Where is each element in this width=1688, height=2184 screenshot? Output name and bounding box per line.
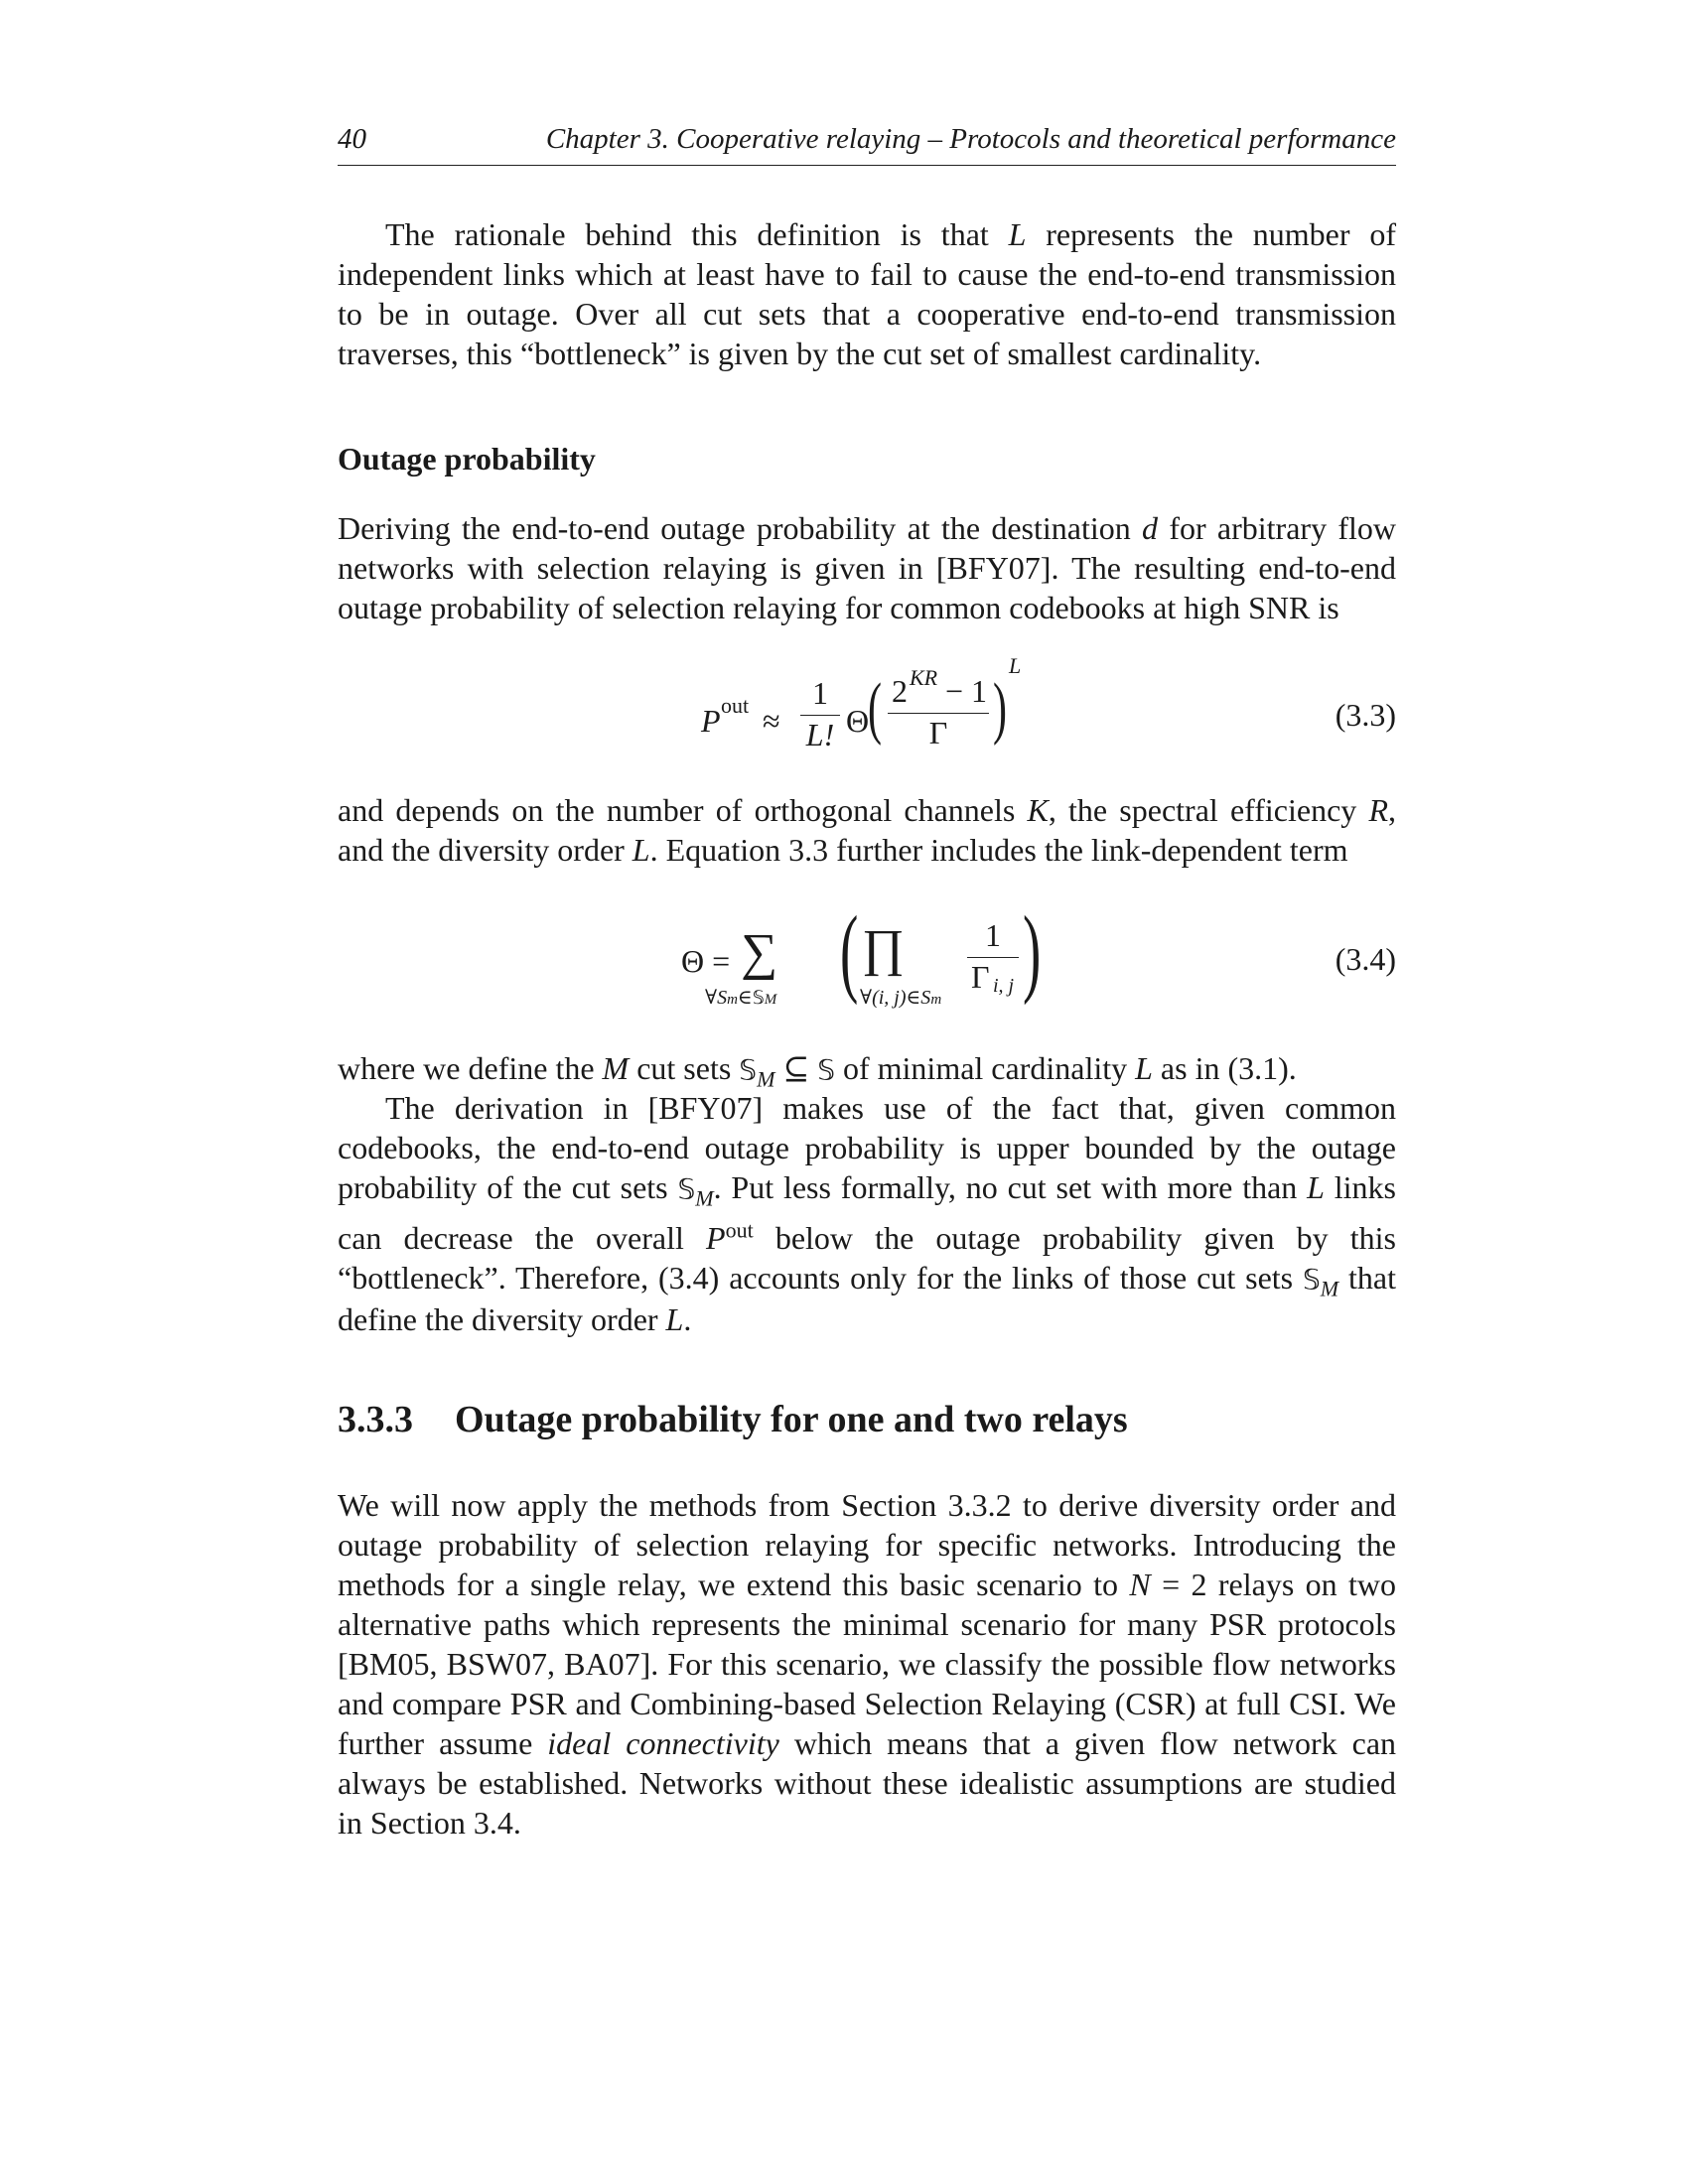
product-subscript: [860, 985, 941, 1010]
math-var: R: [1368, 792, 1389, 828]
text: . Put less formally, no cut set with more than: [713, 1169, 1308, 1205]
eq-sub-ij: i, j: [993, 975, 1015, 997]
left-paren: (: [868, 670, 882, 747]
math-op: ⊆: [774, 1050, 818, 1086]
emphasis: ideal connectivity: [547, 1725, 779, 1761]
running-header: [338, 123, 1396, 166]
running-title: Chapter 3. Cooperative relaying – Protocols and theoretical performance: [545, 123, 1396, 155]
paragraph-depends: [338, 790, 1396, 870]
eq-numerator: 1: [812, 675, 828, 711]
right-paren: ): [993, 670, 1007, 747]
page-number: 40: [338, 123, 366, 155]
fraction-bar: [800, 715, 840, 716]
eq-theta: Θ: [846, 703, 870, 739]
text: represents the number of independent links which at least have to fail to cause the end-to-end transmission to be in outage. Over all cut sets that a cooperative end-to-end transmission traverses, this “bottleneck” is given by the cut set of smallest cardinality.: [338, 216, 1397, 371]
text: , and the diversity order: [338, 792, 1397, 868]
right-paren: ): [1023, 895, 1042, 1006]
eq-exponent-L: L: [1009, 653, 1022, 678]
sub: ∈: [737, 987, 753, 1009]
text: which means that a given flow network can always be established. Networks without these idealistic assumptions are studied in Section 3.4.: [338, 1725, 1397, 1841]
math-var: L: [1307, 1169, 1325, 1205]
paragraph-apply: [338, 1485, 1396, 1843]
math-set: 𝕊: [817, 1053, 835, 1086]
eq-two: 2: [892, 673, 908, 709]
equation-3-3: [338, 655, 1396, 774]
text: cut sets: [629, 1050, 740, 1086]
math-var: d: [1142, 510, 1159, 546]
sub: 𝕊: [752, 987, 765, 1009]
fraction-bar: [967, 957, 1019, 958]
sum-subscript: [705, 985, 776, 1010]
text: The derivation in [BFY07] makes use of the fact that, given common codebooks, the end-to-end outage probability is upper bounded by the outage probability of the cut sets: [338, 1090, 1396, 1205]
math-set: 𝕊: [1303, 1263, 1321, 1297]
sub: m: [727, 992, 738, 1008]
section-title: Outage probability for one and two relays: [455, 1399, 1128, 1440]
eq-denominator: L!: [805, 717, 835, 752]
math-var: L: [1008, 216, 1027, 252]
sub: ∀(i, j)∈S: [860, 987, 931, 1009]
math-var: L: [665, 1301, 684, 1338]
math-var: N: [1129, 1567, 1151, 1602]
math-var: L: [1135, 1050, 1153, 1086]
math-set: 𝕊: [677, 1172, 696, 1205]
eq-gamma: Γ: [928, 715, 948, 751]
product-symbol: ∏: [862, 920, 905, 977]
eq-minus-one: − 1: [945, 673, 988, 709]
subsection-heading: Outage probability: [338, 441, 596, 477]
math-var: P: [706, 1220, 726, 1257]
equation-number: (3.3): [1335, 697, 1396, 733]
text: , the spectral efficiency: [1048, 792, 1369, 828]
math-set: 𝕊: [739, 1053, 758, 1086]
math-sup: out: [725, 1217, 754, 1243]
text: for arbitrary flow networks with selection relaying is given in [BFY07]. The resulting end-to-end outage probability of selection relaying for common codebooks at high SNR is: [338, 510, 1396, 625]
math-sub: M: [1320, 1276, 1339, 1301]
eq-sup-out: out: [721, 693, 750, 718]
eq-approx: ≈: [763, 703, 780, 739]
paragraph-derivation: [338, 1088, 1396, 1339]
text: of minimal cardinality: [834, 1050, 1136, 1086]
text: where we define the: [338, 1050, 603, 1086]
paragraph-rationale: [338, 214, 1396, 373]
paragraph-deriving: [338, 508, 1396, 627]
section-heading: [338, 1398, 1396, 1441]
text: . Equation 3.3 further includes the link-dependent term: [649, 832, 1348, 868]
eq-numerator: 1: [985, 917, 1001, 953]
left-paren: (: [840, 895, 859, 1006]
text: We will now apply the methods from Section 3.3.2 to derive diversity order and outage probability of selection relaying for specific networks. Introducing the methods for a single relay, we extend this basic scenario to: [338, 1487, 1396, 1602]
text: Deriving the end-to-end outage probability at the destination: [338, 510, 1143, 546]
text: as in (3.1).: [1152, 1050, 1297, 1086]
fraction-bar: [888, 713, 989, 714]
text: links can decrease the overall: [338, 1169, 1397, 1257]
eq-sup-KR: KR: [910, 665, 938, 690]
math-var: M: [602, 1050, 630, 1086]
section-number: 3.3.3: [338, 1399, 413, 1440]
eq-lhs: Θ =: [681, 943, 731, 979]
math-var: K: [1027, 792, 1049, 828]
eq-P: P: [701, 703, 721, 739]
math-sub: M: [757, 1066, 775, 1092]
equation-number: (3.4): [1335, 941, 1396, 977]
text: = 2 relays on two alternative paths which represents the minimal scenario for many PSR protocols [BM05, BSW07, BA07]. For this scenario, we classify the possible flow networks and compare PSR and Combining-based Selection Relaying (CSR) at full CSI. We further assume: [338, 1567, 1397, 1761]
text: that define the diversity order: [338, 1260, 1396, 1338]
text: .: [683, 1301, 692, 1338]
text: and depends on the number of orthogonal channels: [338, 792, 1028, 828]
sum-symbol: ∑: [741, 924, 778, 981]
math-sub: M: [695, 1185, 714, 1211]
text: below the outage probability given by this “bottleneck”. Therefore, (3.4) accounts only for the links of those cut sets: [338, 1220, 1397, 1297]
equation-3-4: [338, 895, 1396, 1028]
text: The rationale behind this definition is that: [385, 216, 1009, 252]
sub: M: [764, 992, 777, 1008]
eq-gamma: Γ: [971, 959, 990, 995]
sub: ∀S: [705, 987, 728, 1009]
sub: m: [930, 992, 942, 1008]
math-var: L: [632, 832, 650, 868]
